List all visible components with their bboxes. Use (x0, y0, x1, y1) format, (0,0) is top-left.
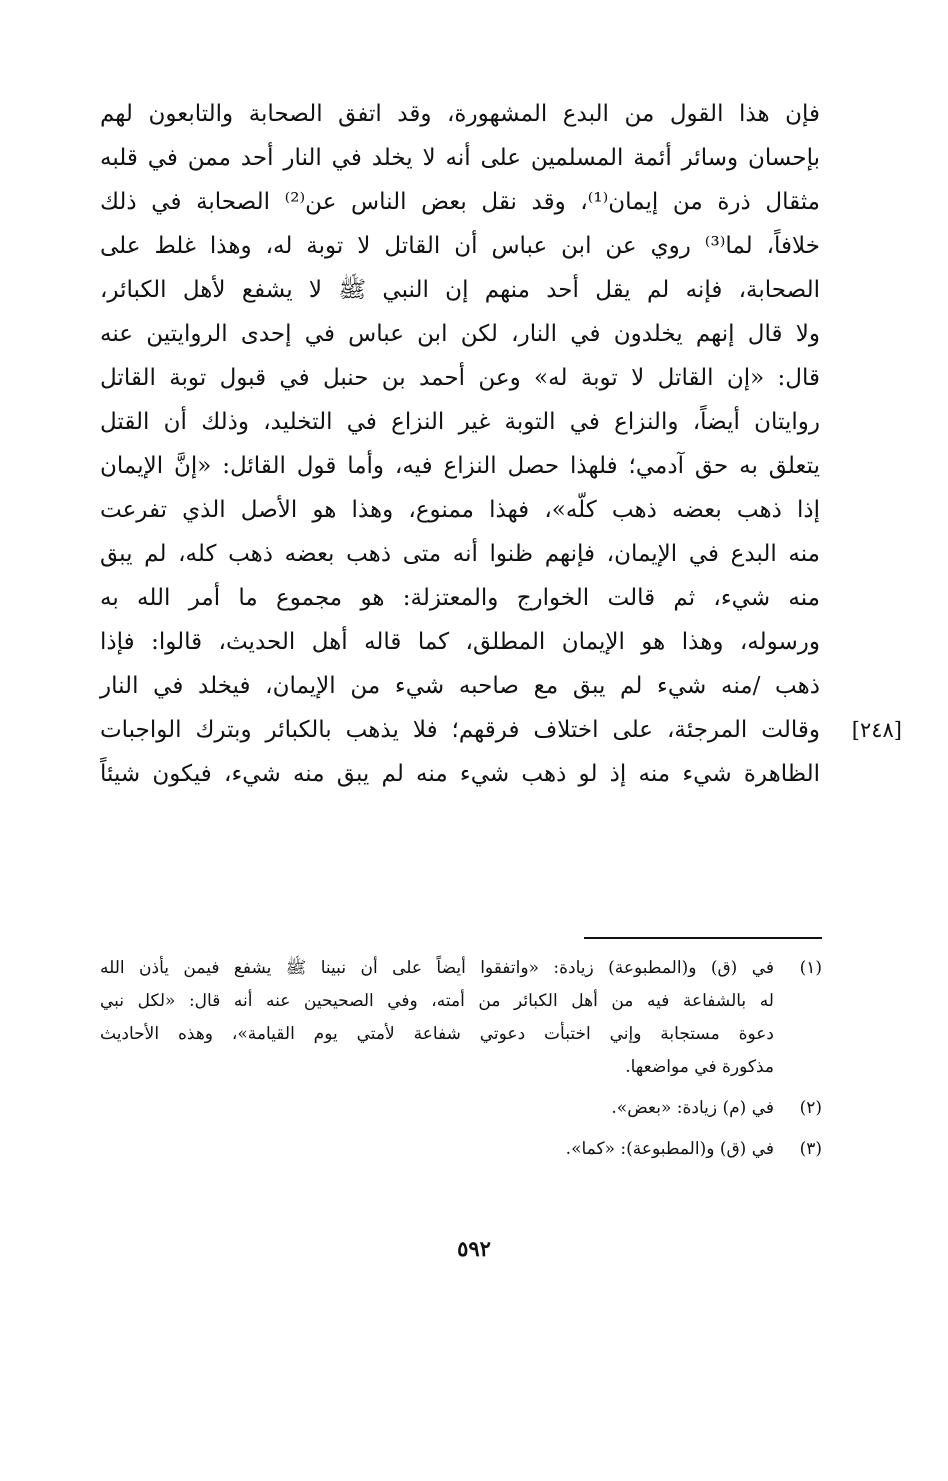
footnote-1 (100, 952, 822, 1084)
text-line: منه شيء، ثم قالت الخوارج والمعتزلة: هو مجموع ما أمر الله به (100, 585, 820, 611)
text-line: الظاهرة شيء منه إذ لو ذهب شيء منه لم يبق منه شيء، فيكون شيئاً (100, 761, 820, 787)
footnote-number: (٣) (799, 1139, 822, 1159)
text-line: الصحابة، فإنه لم يقل أحد منهم إن النبي ﷺ لا يشفع لأهل الكبائر، (100, 277, 820, 303)
footnote-number: (١) (799, 958, 822, 978)
footnote-line: في (ق) و(المطبوعة) زيادة: «واتفقوا أيضاً على أن نبينا ﷺ يشفع فيمن يأذن الله (100, 958, 774, 978)
manuscript-folio-marker: [٢٤٨] (851, 718, 902, 742)
text-line: إذا ذهب بعضه ذهب كلّه»، فهذا ممنوع، وهذا هو الأصل الذي تفرعت (100, 497, 820, 523)
text-line: يتعلق به حق آدمي؛ فلهذا حصل النزاع فيه، وأما قول القائل: «إنَّ الإيمان (100, 453, 820, 479)
text-line: وقالت المرجئة، على اختلاف فرقهم؛ فلا يذهب بالكبائر وبترك الواجبات (100, 717, 820, 743)
main-text (100, 92, 820, 796)
page-number: ٥٩٢ (457, 1236, 491, 1261)
footnote-separator (584, 937, 822, 939)
text-line: مثقال ذرة من إيمان⁽¹⁾، وقد نقل بعض الناس عن⁽²⁾ الصحابة في ذلك (100, 189, 821, 215)
footnotes (100, 952, 822, 1166)
text-line: قال: «إن القاتل لا توبة له» وعن أحمد بن حنبل في قبول توبة القاتل (100, 365, 820, 391)
footnote-line: مذكورة في مواضعها. (625, 1057, 774, 1077)
text-line: فإن هذا القول من البدع المشهورة، وقد اتفق الصحابة والتابعون لهم (100, 101, 820, 127)
text-line: روايتان أيضاً، والنزاع في التوبة غير النزاع في التخليد، وذلك أن القتل (100, 409, 820, 435)
text-line: خلافاً، لما⁽³⁾ روي عن ابن عباس أن القاتل لا توبة له، وهذا غلط على (100, 233, 820, 259)
footnote-line: في (م) زيادة: «بعض». (611, 1098, 774, 1118)
footnote-3 (100, 1133, 822, 1166)
footnote-2 (100, 1092, 822, 1125)
footnote-line: له بالشفاعة فيه من أهل الكبائر من أمته، وفي الصحيحين عنه أنه قال: «لكل نبي (100, 991, 774, 1011)
footnote-number: (٢) (799, 1098, 822, 1118)
text-line: ذهب /منه شيء لم يبق مع صاحبه شيء من الإيمان، فيخلد في النار (100, 673, 820, 699)
footnote-line: في (ق) و(المطبوعة): «كما». (565, 1139, 774, 1159)
text-line: ولا قال إنهم يخلدون في النار، لكن ابن عباس في إحدى الروايتين عنه (100, 321, 820, 347)
footnote-line: دعوة مستجابة وإني اختبأت دعوتي شفاعة لأمتي يوم القيامة»، وهذه الأحاديث (100, 1024, 774, 1044)
text-line: منه البدع في الإيمان، فإنهم ظنوا أنه متى ذهب بعضه ذهب كله، لم يبق (100, 541, 820, 567)
text-line: بإحسان وسائر أئمة المسلمين على أنه لا يخلد في النار أحد ممن في قلبه (100, 145, 820, 171)
text-line: ورسوله، وهذا هو الإيمان المطلق، كما قاله أهل الحديث، قالوا: فإذا (100, 629, 820, 655)
